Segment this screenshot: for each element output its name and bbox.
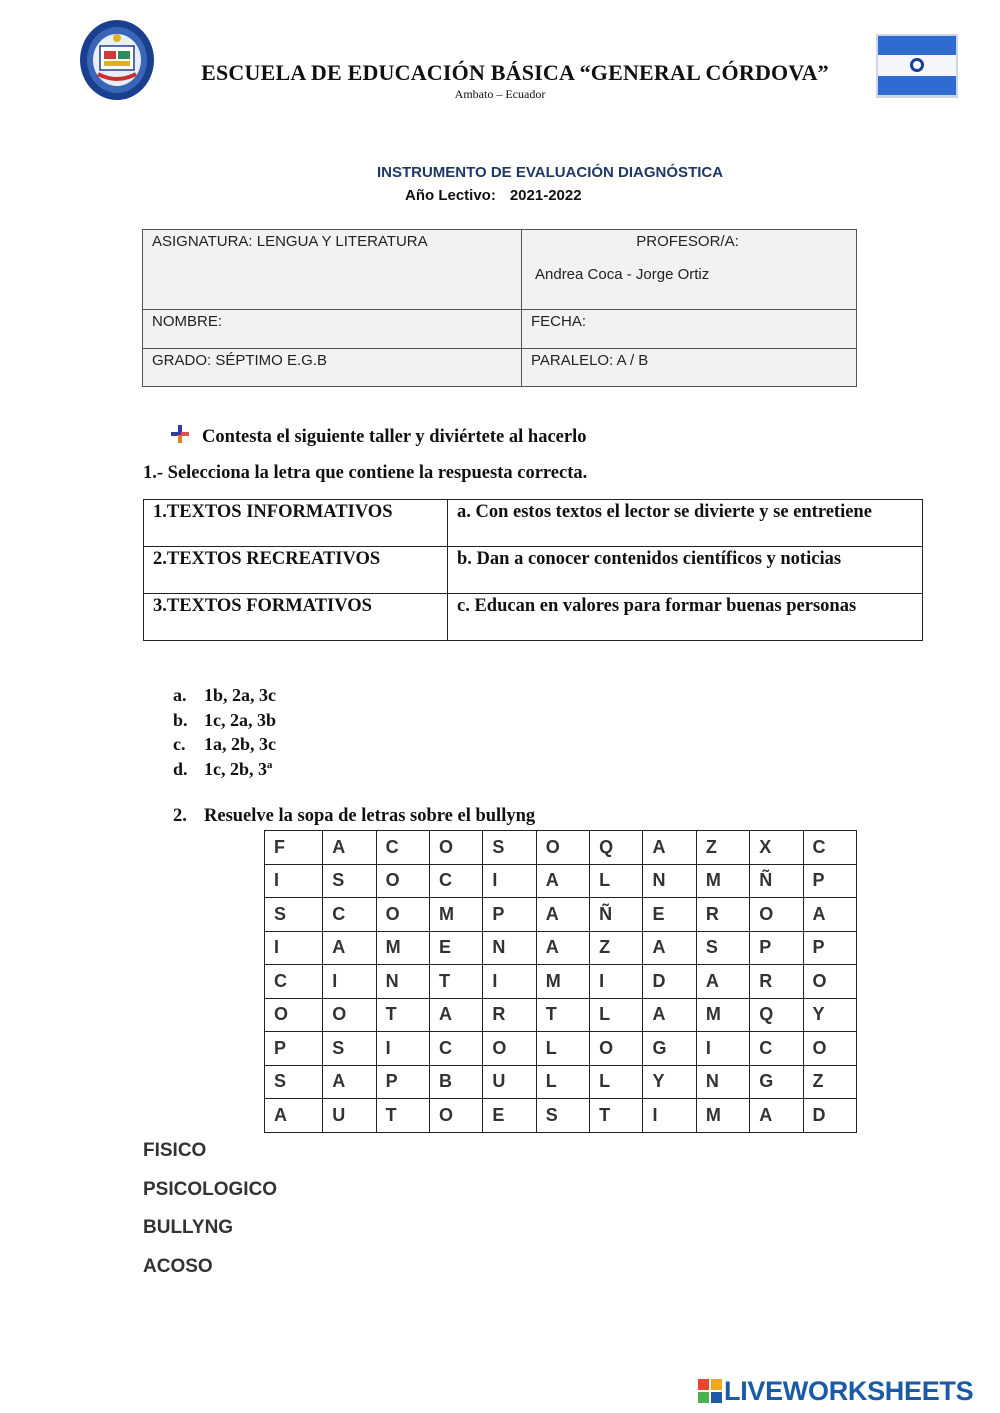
grid-cell[interactable]: P	[803, 931, 856, 965]
match-right-cell: c. Educan en valores para formar buenas personas	[448, 594, 923, 641]
grid-cell[interactable]: X	[750, 831, 803, 865]
grid-cell[interactable]: A	[643, 998, 696, 1032]
grid-cell[interactable]: P	[376, 1065, 429, 1099]
grid-cell[interactable]: C	[323, 898, 376, 932]
grid-row	[265, 931, 857, 965]
option-letter: d.	[173, 758, 188, 779]
grid-cell[interactable]: I	[590, 965, 643, 999]
grid-cell[interactable]: S	[323, 1032, 376, 1066]
answer-option-a[interactable]	[173, 683, 276, 708]
grid-cell[interactable]: I	[265, 864, 323, 898]
grid-cell[interactable]: I	[643, 1099, 696, 1133]
grid-cell[interactable]: A	[323, 931, 376, 965]
grid-cell[interactable]: F	[265, 831, 323, 865]
answer-option-d[interactable]	[173, 757, 276, 782]
option-letter: a.	[173, 685, 187, 705]
match-right-cell: a. Con estos textos el lector se divierte y se entretiene	[448, 500, 923, 547]
grid-cell[interactable]: O	[376, 898, 429, 932]
grid-cell[interactable]: G	[750, 1065, 803, 1099]
date-field[interactable]: FECHA:	[522, 310, 857, 349]
option-text: 1b, 2a, 3c	[204, 685, 276, 705]
grid-cell[interactable]: D	[803, 1099, 856, 1133]
grade-cell: GRADO: SÉPTIMO E.G.B	[143, 349, 522, 387]
word-list	[143, 1132, 277, 1287]
grid-cell[interactable]: A	[429, 998, 482, 1032]
grid-cell[interactable]: R	[696, 898, 749, 932]
grid-cell[interactable]: N	[483, 931, 536, 965]
grid-cell[interactable]: S	[483, 831, 536, 865]
grid-row	[265, 1099, 857, 1133]
match-left-cell: 1.TEXTOS INFORMATIVOS	[144, 500, 448, 547]
grid-cell[interactable]: A	[536, 931, 589, 965]
grid-cell[interactable]: I	[483, 864, 536, 898]
grid-cell[interactable]: O	[536, 831, 589, 865]
grid-cell[interactable]: O	[376, 864, 429, 898]
grid-cell[interactable]: M	[696, 998, 749, 1032]
match-left-cell: 3.TEXTOS FORMATIVOS	[144, 594, 448, 641]
grid-cell[interactable]: A	[643, 831, 696, 865]
table-row	[144, 547, 923, 594]
grid-cell[interactable]: A	[803, 898, 856, 932]
grid-cell[interactable]: O	[803, 1032, 856, 1066]
word-list-item: ACOSO	[143, 1256, 213, 1278]
grid-cell[interactable]: Q	[590, 831, 643, 865]
teacher-names: Andrea Coca - Jorge Ortiz	[535, 266, 710, 283]
grid-cell[interactable]: O	[323, 998, 376, 1032]
grid-cell[interactable]: L	[536, 1065, 589, 1099]
grid-row	[265, 965, 857, 999]
grid-cell[interactable]: L	[590, 1065, 643, 1099]
section-cell: PARALELO: A / B	[522, 349, 857, 387]
word-list-item: FISICO	[143, 1140, 207, 1161]
grid-cell[interactable]: I	[265, 931, 323, 965]
option-text: 1c, 2b, 3ª	[204, 758, 273, 779]
school-year-label: Año Lectivo:	[405, 187, 496, 204]
info-table	[142, 229, 857, 387]
option-text: 1c, 2a, 3b	[204, 709, 276, 730]
school-location: Ambato – Ecuador	[454, 87, 546, 101]
grid-cell[interactable]: P	[750, 931, 803, 965]
grid-cell[interactable]: N	[376, 965, 429, 999]
grid-cell[interactable]: M	[536, 965, 589, 999]
grid-cell[interactable]: N	[696, 1065, 749, 1099]
grid-cell[interactable]: A	[265, 1099, 323, 1133]
grid-cell[interactable]: E	[483, 1099, 536, 1133]
teacher-cell	[522, 230, 857, 310]
option-text: 1a, 2b, 3c	[204, 734, 276, 754]
grid-cell[interactable]: E	[429, 931, 482, 965]
grid-cell[interactable]: N	[643, 864, 696, 898]
grid-cell[interactable]: U	[483, 1065, 536, 1099]
grid-cell[interactable]: Z	[590, 931, 643, 965]
grid-cell[interactable]: T	[429, 965, 482, 999]
grid-cell[interactable]: O	[429, 1099, 482, 1133]
grid-cell[interactable]: O	[265, 998, 323, 1032]
option-letter: b.	[173, 709, 188, 730]
grid-cell[interactable]: S	[696, 931, 749, 965]
brand-text: LIVEWORKSHEETS	[724, 1376, 974, 1406]
grid-cell[interactable]: O	[590, 1032, 643, 1066]
grid-cell[interactable]: S	[265, 898, 323, 932]
grid-cell[interactable]: A	[323, 831, 376, 865]
subject-cell: ASIGNATURA: LENGUA Y LITERATURA	[143, 230, 522, 310]
liveworksheets-logo	[698, 1376, 973, 1407]
grid-cell[interactable]: O	[750, 898, 803, 932]
grid-cell[interactable]: M	[429, 898, 482, 932]
grid-cell[interactable]: A	[323, 1065, 376, 1099]
question-2-number: 2.	[173, 806, 187, 826]
matching-table	[143, 499, 923, 641]
grid-cell[interactable]: P	[803, 864, 856, 898]
grid-cell[interactable]: A	[536, 898, 589, 932]
grid-row	[265, 1032, 857, 1066]
grid-cell[interactable]: P	[483, 898, 536, 932]
grid-cell[interactable]: B	[429, 1065, 482, 1099]
grid-cell[interactable]: M	[696, 1099, 749, 1133]
grid-cell[interactable]: M	[696, 864, 749, 898]
grid-cell[interactable]: Ñ	[750, 864, 803, 898]
grid-cell[interactable]: I	[323, 965, 376, 999]
answer-options	[173, 683, 276, 781]
flag-icon	[876, 34, 958, 98]
grid-cell[interactable]: Z	[803, 1065, 856, 1099]
school-name: ESCUELA DE EDUCACIÓN BÁSICA “GENERAL CÓRDOVA”	[201, 60, 829, 85]
word-search-grid	[264, 830, 857, 1133]
liveworksheets-icon	[698, 1379, 722, 1403]
school-crest-icon	[78, 18, 156, 102]
grid-cell[interactable]: R	[483, 998, 536, 1032]
grid-cell[interactable]: L	[590, 864, 643, 898]
grid-cell[interactable]: Y	[643, 1065, 696, 1099]
grid-cell[interactable]: U	[323, 1099, 376, 1133]
grid-cell[interactable]: O	[483, 1032, 536, 1066]
instruction-text: Contesta el siguiente taller y diviértete al hacerlo	[202, 427, 587, 447]
grid-cell[interactable]: A	[643, 931, 696, 965]
grid-cell[interactable]: Z	[696, 831, 749, 865]
name-field[interactable]: NOMBRE:	[143, 310, 522, 349]
match-left-cell: 2.TEXTOS RECREATIVOS	[144, 547, 448, 594]
grid-cell[interactable]: D	[643, 965, 696, 999]
option-letter: c.	[173, 734, 186, 754]
grid-cell[interactable]: Y	[803, 998, 856, 1032]
question-2-prompt	[173, 806, 535, 827]
table-row	[144, 500, 923, 547]
grid-cell[interactable]: O	[803, 965, 856, 999]
school-year	[405, 187, 582, 204]
plus-bullet-icon	[170, 424, 190, 444]
teacher-label: PROFESOR/A:	[636, 233, 739, 250]
grid-cell[interactable]: Ñ	[590, 898, 643, 932]
grid-cell[interactable]: A	[536, 864, 589, 898]
grid-row	[265, 898, 857, 932]
grid-cell[interactable]: T	[376, 998, 429, 1032]
grid-cell[interactable]: C	[376, 831, 429, 865]
grid-cell[interactable]: A	[750, 1099, 803, 1133]
grid-cell[interactable]: O	[429, 831, 482, 865]
answer-option-c[interactable]	[173, 732, 276, 757]
word-list-item: BULLYNG	[143, 1217, 234, 1239]
table-row	[144, 594, 923, 641]
grid-cell[interactable]: A	[696, 965, 749, 999]
grid-cell[interactable]: T	[590, 1099, 643, 1133]
grid-cell[interactable]: I	[483, 965, 536, 999]
grid-cell[interactable]: C	[429, 1032, 482, 1066]
grid-cell[interactable]: C	[803, 831, 856, 865]
grid-row	[265, 1065, 857, 1099]
instruction	[170, 424, 586, 448]
grid-row	[265, 831, 857, 865]
grid-cell[interactable]: S	[536, 1099, 589, 1133]
grid-cell[interactable]: C	[750, 1032, 803, 1066]
grid-cell[interactable]: P	[265, 1032, 323, 1066]
grid-row	[265, 864, 857, 898]
school-year-value: 2021-2022	[509, 187, 582, 204]
question-2-text: Resuelve la sopa de letras sobre el bullyng	[204, 806, 536, 826]
grid-cell[interactable]: G	[643, 1032, 696, 1066]
grid-cell[interactable]: S	[323, 864, 376, 898]
match-right-cell: b. Dan a conocer contenidos científicos y noticias	[448, 547, 923, 594]
answer-option-b[interactable]	[173, 708, 276, 733]
grid-cell[interactable]: R	[750, 965, 803, 999]
grid-cell[interactable]: I	[696, 1032, 749, 1066]
question-1-prompt: 1.- Selecciona la letra que contiene la respuesta correcta.	[143, 463, 588, 483]
grid-cell[interactable]: S	[265, 1065, 323, 1099]
grid-cell[interactable]: I	[376, 1032, 429, 1066]
grid-cell[interactable]: M	[376, 931, 429, 965]
grid-cell[interactable]: L	[536, 1032, 589, 1066]
grid-cell[interactable]: T	[376, 1099, 429, 1133]
grid-cell[interactable]: C	[429, 864, 482, 898]
grid-cell[interactable]: Q	[750, 998, 803, 1032]
grid-row	[265, 998, 857, 1032]
evaluation-title: INSTRUMENTO DE EVALUACIÓN DIAGNÓSTICA	[376, 164, 724, 181]
grid-cell[interactable]: C	[265, 965, 323, 999]
word-list-item: PSICOLOGICO	[143, 1178, 278, 1200]
grid-cell[interactable]: T	[536, 998, 589, 1032]
grid-cell[interactable]: E	[643, 898, 696, 932]
grid-cell[interactable]: L	[590, 998, 643, 1032]
